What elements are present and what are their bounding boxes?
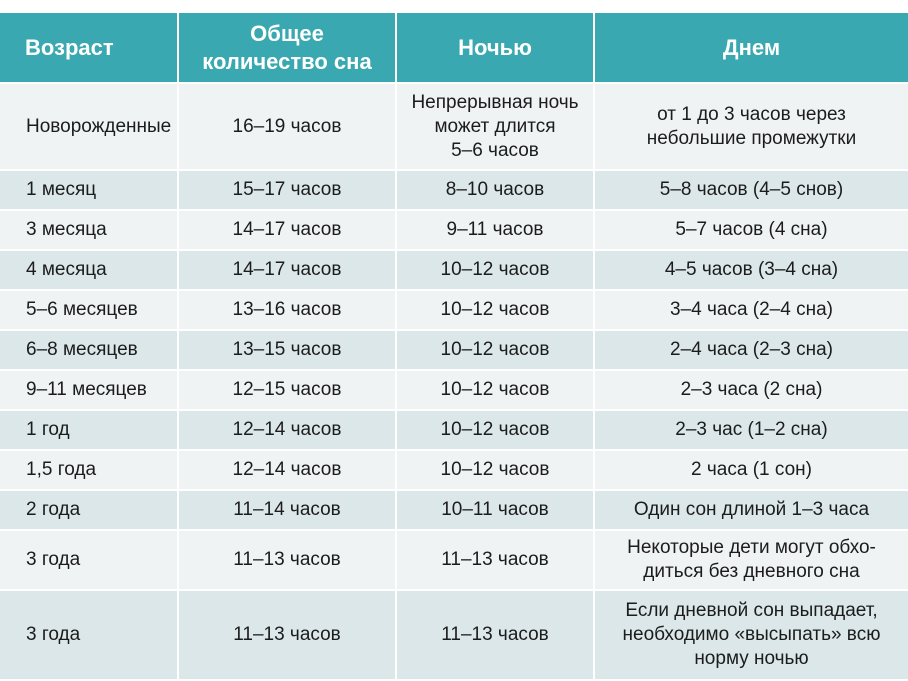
cell-age: 2 года [0, 490, 178, 530]
cell-night [396, 83, 594, 170]
cell-age: 9–11 месяцев [0, 370, 178, 410]
cell-night [396, 410, 594, 450]
cell-day-line: 2–3 часа (2 сна) [680, 379, 823, 400]
cell-day-line: Один сон длиной 1–3 часа [633, 499, 870, 520]
cell-day [594, 210, 908, 250]
cell-night-line: Непрерывная ночь [411, 91, 579, 113]
cell-day-line: Некоторые дети могут обхо- [627, 537, 876, 558]
cell-night [396, 330, 594, 370]
cell-day [594, 450, 908, 490]
cell-night [396, 290, 594, 330]
table-row [0, 410, 908, 450]
cell-age: 1 месяц [0, 170, 178, 210]
table-header [0, 13, 908, 83]
cell-day-line: 2–4 часа (2–3 сна) [670, 339, 833, 360]
cell-night-line: 10–12 часов [440, 299, 550, 320]
cell-day [594, 250, 908, 290]
header-total-line2: количество сна [202, 48, 372, 74]
cell-day-line: 2 часа (1 сон) [691, 459, 812, 480]
table-row [0, 250, 908, 290]
cell-night [396, 250, 594, 290]
cell-night [396, 370, 594, 410]
cell-total: 12–15 часов [178, 370, 396, 410]
cell-day-line: небольшие промежутки [646, 127, 857, 149]
cell-day [594, 590, 908, 680]
cell-night [396, 170, 594, 210]
cell-total: 12–14 часов [178, 450, 396, 490]
cell-age: 6–8 месяцев [0, 330, 178, 370]
cell-night-line: может длится [434, 115, 556, 137]
header-day: Днем [594, 13, 908, 83]
cell-night-line: 10–11 часов [441, 499, 549, 520]
cell-day-line: 2–3 час (1–2 сна) [675, 419, 828, 440]
table-row [0, 83, 908, 170]
cell-total: 11–13 часов [178, 590, 396, 680]
table-row [0, 170, 908, 210]
cell-total: 14–17 часов [178, 210, 396, 250]
cell-day-line: 5–8 часов (4–5 снов) [659, 179, 844, 200]
table-row [0, 450, 908, 490]
cell-total: 12–14 часов [178, 410, 396, 450]
cell-day-line: 3–4 часа (2–4 сна) [670, 299, 833, 320]
cell-age: 1 год [0, 410, 178, 450]
cell-total: 13–15 часов [178, 330, 396, 370]
cell-day-line: 5–7 часов (4 сна) [675, 219, 828, 240]
cell-day [594, 490, 908, 530]
table-row [0, 370, 908, 410]
table-row [0, 290, 908, 330]
cell-day-line: необходимо «высыпать» всю [622, 624, 881, 645]
cell-night [396, 530, 594, 590]
cell-day-line: от 1 до 3 часов через [657, 103, 846, 125]
cell-day-line: диться без дневного сна [643, 561, 860, 582]
cell-total: 16–19 часов [178, 83, 396, 170]
cell-day [594, 530, 908, 590]
table-row [0, 530, 908, 590]
header-row [0, 13, 908, 83]
cell-total: 13–16 часов [178, 290, 396, 330]
cell-night [396, 590, 594, 680]
sleep-norms-table [0, 13, 908, 681]
cell-age: 3 года [0, 590, 178, 680]
header-night: Ночью [396, 13, 594, 83]
cell-day-line: 4–5 часов (3–4 сна) [664, 259, 839, 280]
cell-day [594, 370, 908, 410]
header-total-line1: Общее [250, 20, 324, 46]
cell-night-line: 10–12 часов [440, 459, 550, 480]
table-row [0, 490, 908, 530]
cell-total: 11–13 часов [178, 530, 396, 590]
cell-age: 4 месяца [0, 250, 178, 290]
table-row [0, 210, 908, 250]
cell-night-line: 10–12 часов [440, 419, 550, 440]
header-age: Возраст [0, 13, 178, 83]
header-total [178, 13, 396, 83]
cell-total: 14–17 часов [178, 250, 396, 290]
cell-night-line: 11–13 часов [441, 549, 549, 570]
cell-night-line: 8–10 часов [445, 179, 545, 200]
cell-night [396, 210, 594, 250]
cell-night-line: 9–11 часов [446, 219, 544, 240]
cell-night-line: 10–12 часов [440, 339, 550, 360]
cell-total: 15–17 часов [178, 170, 396, 210]
cell-age: 1,5 года [0, 450, 178, 490]
cell-day [594, 290, 908, 330]
cell-night-line: 10–12 часов [440, 379, 550, 400]
cell-day [594, 410, 908, 450]
cell-day-line: норму ночью [694, 648, 809, 669]
cell-day-line: Если дневной сон выпадает, [625, 600, 878, 621]
table-body [0, 83, 908, 680]
cell-age: 3 года [0, 530, 178, 590]
cell-day [594, 330, 908, 370]
cell-night-line: 11–13 часов [441, 624, 549, 645]
cell-total: 11–14 часов [178, 490, 396, 530]
cell-night-line: 5–6 часов [451, 139, 539, 161]
cell-age: 3 месяца [0, 210, 178, 250]
cell-age: Новорожденные [0, 83, 178, 170]
table-row [0, 330, 908, 370]
cell-day [594, 83, 908, 170]
cell-night [396, 490, 594, 530]
table-row [0, 590, 908, 680]
cell-night-line: 10–12 часов [440, 259, 550, 280]
cell-night [396, 450, 594, 490]
cell-age: 5–6 месяцев [0, 290, 178, 330]
cell-day [594, 170, 908, 210]
